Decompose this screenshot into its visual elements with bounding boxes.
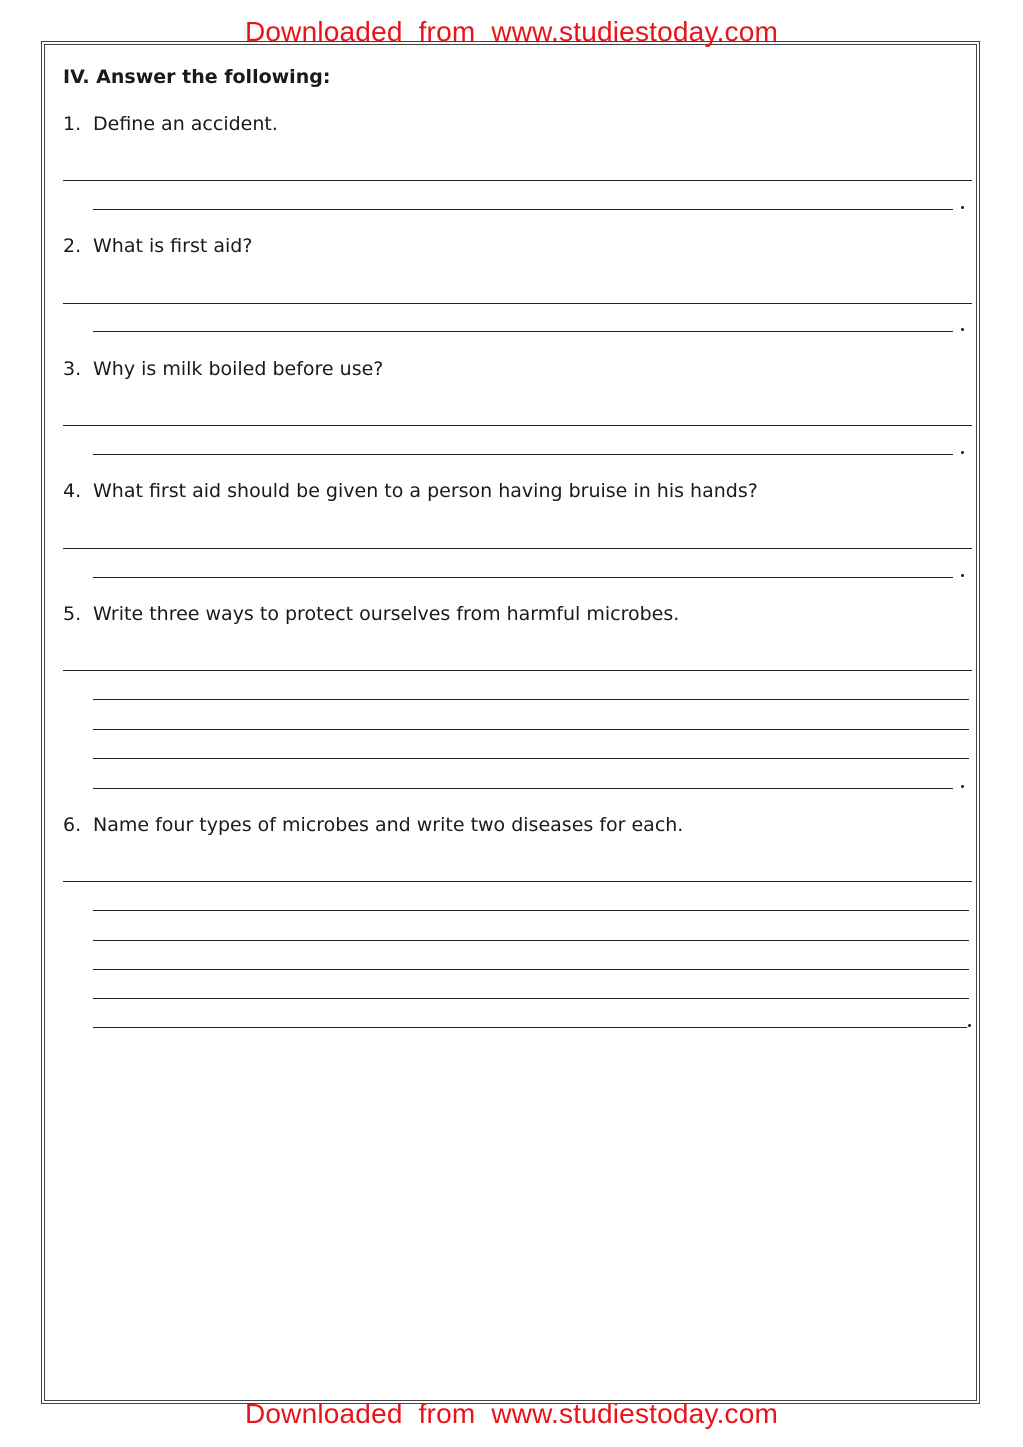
- answer-line: [93, 729, 969, 730]
- answer-line: [93, 998, 969, 999]
- answer-line: [93, 1027, 967, 1028]
- question-number: 1.: [63, 113, 82, 135]
- question-text: What is first aid?: [93, 235, 253, 257]
- question-number: 4.: [63, 480, 82, 502]
- question-text: Name four types of microbes and write two diseases for each.: [93, 814, 684, 836]
- question-text: Write three ways to protect ourselves from harmful microbes.: [93, 603, 680, 625]
- answer-line: [93, 910, 969, 911]
- question-text: Define an accident.: [93, 113, 278, 135]
- answer-line: [93, 940, 969, 941]
- watermark-bottom: Downloaded from www.studiestoday.com: [244, 1398, 779, 1429]
- answer-line: [93, 788, 953, 789]
- answer-line: [63, 180, 972, 181]
- period-mark: [961, 785, 964, 788]
- watermark-top: Downloaded from www.studiestoday.com: [244, 16, 779, 47]
- answer-line: [93, 758, 969, 759]
- period-mark: [968, 1024, 971, 1027]
- period-mark: [961, 206, 964, 209]
- answer-line: [93, 969, 969, 970]
- answer-line: [93, 454, 953, 455]
- period-mark: [961, 451, 964, 454]
- answer-line: [63, 425, 972, 426]
- answer-line: [93, 331, 953, 332]
- answer-line: [93, 577, 953, 578]
- answer-line: [63, 881, 972, 882]
- question-text: What first aid should be given to a person having bruise in his hands?: [93, 480, 758, 502]
- question-number: 3.: [63, 358, 82, 380]
- answer-line: [63, 670, 972, 671]
- answer-line: [63, 548, 972, 549]
- question-number: 6.: [63, 814, 82, 836]
- answer-line: [93, 699, 969, 700]
- question-number: 5.: [63, 603, 82, 625]
- section-heading: IV. Answer the following:: [63, 66, 331, 88]
- period-mark: [961, 328, 964, 331]
- answer-line: [93, 209, 953, 210]
- question-text: Why is milk boiled before use?: [93, 358, 384, 380]
- question-number: 2.: [63, 235, 82, 257]
- period-mark: [961, 574, 964, 577]
- answer-line: [63, 303, 972, 304]
